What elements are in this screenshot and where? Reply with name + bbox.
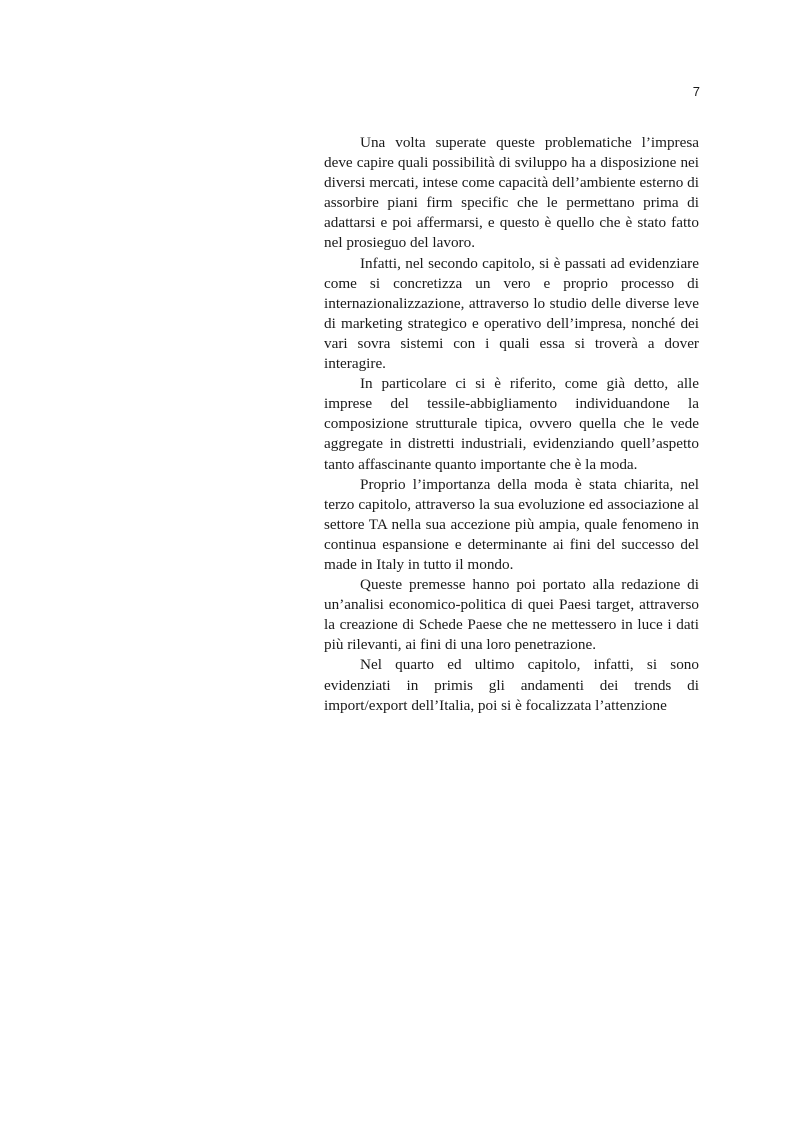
paragraph: Nel quarto ed ultimo capitolo, infatti, si sono evidenziati in primis gli andamenti dei trends di import/export dell’Italia, poi si è focalizzata l’attenzione: [324, 656, 699, 714]
paragraph: Proprio l’importanza della moda è stata chiarita, nel terzo capitolo, attraverso la sua evoluzione ed associazione al settore TA nella sua accezione più ampia, quale fenomeno in continua espansione e determinante ai fini del successo del made in Italy in tutto il mondo.: [324, 475, 699, 573]
paragraph: Queste premesse hanno poi portato alla redazione di un’analisi economico-politica di quei Paesi target, attraverso la creazione di Schede Paese che ne mettessero in luce i dati più rilevanti, ai fini di una loro penetrazione.: [324, 576, 699, 654]
paragraph: Una volta superate queste problematiche l’impresa deve capire quali possibilità di sviluppo ha a disposizione nei diversi mercati, intese come capacità dell’ambiente esterno di assorbire piani firm specific che le permettano prima di adattarsi e poi affermarsi, e questo è quello che è stato fatto nel prosieguo del lavoro.: [324, 134, 699, 252]
page-number: 7: [692, 84, 700, 99]
body-text: [324, 133, 699, 716]
paragraph: Infatti, nel secondo capitolo, si è passati ad evidenziare come si concretizza un vero e proprio processo di internazionalizzazione, attraverso lo studio delle diverse leve di marketing strategico e operativo dell’impresa, nonché dei vari sovra sistemi con i quali essa si troverà a dover interagire.: [324, 254, 699, 373]
paragraph: In particolare ci si è riferito, come già detto, alle imprese del tessile-abbigliamento individuandone la composizione strutturale tipica, ovvero quella che le vede aggregate in distretti industriali, evidenziando quell’aspetto tanto affascinante quanto importante che è la moda.: [324, 375, 699, 473]
